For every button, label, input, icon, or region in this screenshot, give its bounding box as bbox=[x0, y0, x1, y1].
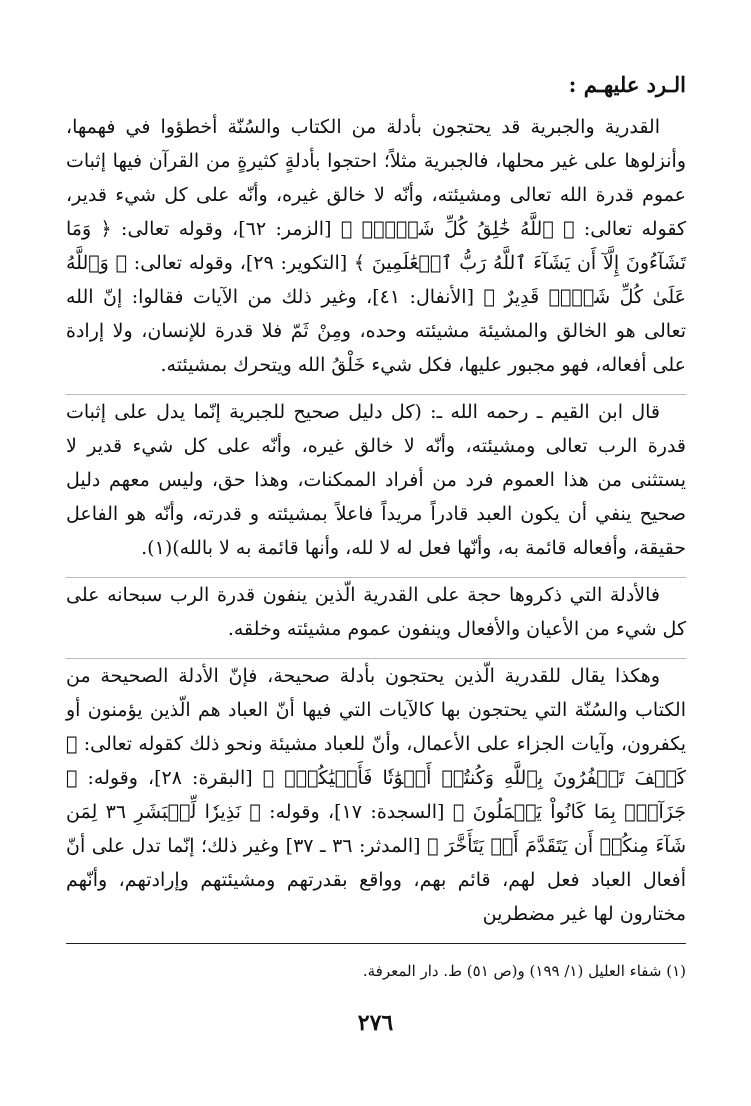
section-heading: الـرد عليهـم : bbox=[568, 72, 686, 97]
paragraph-1: القدرية والجبرية قد يحتجون بأدلة من الكتاب والسُنّة أخطؤوا في فهمها، وأنزلوها على غير محلها، فالجبرية مثلاً؛ احتجوا بأدلةٍ كثيرةٍ من القرآن فيها إثبات عموم قدرة الله تعالى ومشيئته، وأنّه لا خالق غيره، وأنّه على كل شيء قدير، كقوله تعالى: ﴿ ٱللَّهُ خَٰلِقُ كُلِّ شَيۡءٖۖ ﴾ [الزمر: ٦٢]، وقوله تعالى: ﴿ وَمَا تَشَآءُونَ إِلَّآ أَن يَشَآءَ ٱللَّهُ رَبُّ ٱلۡعَٰلَمِينَ ﴾ [التكوير: ٢٩]، وقوله تعالى: ﴿ وَٱللَّهُ عَلَىٰ كُلِّ شَيۡءٖ قَدِيرٌ ﴾ [الأنفال: ٤١]، وغير ذلك من الآيات فقالوا: إنّ الله تعالى هو الخالق والمشيئة مشيئته وحده، ومِنْ ثَمّ فلا قدرة للإنسان، ولا إرادة على أفعاله، فهو مجبور عليها، فكل شيء خَلْقُ الله ويتحرك بمشيئته. bbox=[66, 116, 687, 376]
page-body bbox=[66, 70, 686, 984]
paragraph-2: قال ابن القيم ـ رحمه الله ـ: (كل دليل صحيح للجبرية إنّما يدل على إثبات قدرة الرب تعالى ومشيئته، وأنّه لا خالق غيره، وأنّه على كل شيء قدير لا يستثنى من هذا العموم فرد من أفراد الممكنات، وهذا حق، وليس معهم دليل صحيح ينفي أن يكون العبد قادراً مريداً فاعلاً بمشيئته و قدرته، وأنّه هو الفاعل حقيقة، وأفعاله قائمة به، وأنّها فعل له لا لله، وأنها قائمة به لا بالله)(١). bbox=[66, 401, 686, 559]
paragraph-4: وهكذا يقال للقدرية الّذين يحتجون بأدلة صحيحة، فإنّ الأدلة الصحيحة من الكتاب والسُنّة التي يحتجون بها كالآيات التي فيها أنّ العباد هم الّذين يؤمنون أو يكفرون، وآيات الجزاء على الأعمال، وأنّ للعباد مشيئة ونحو ذلك كقوله تعالى: ﴿ كَيۡفَ تَكۡفُرُونَ بِٱللَّهِ وَكُنتُمۡ أَمۡوَٰتٗا فَأَحۡيَٰكُمۡۖ ﴾ [البقرة: ٢٨]، وقوله: ﴿ جَزَآءَۢ بِمَا كَانُواْ يَعۡمَلُونَ ﴾ [السجدة: ١٧]، وقوله: ﴿ نَذِيرٗا لِّلۡبَشَرِ ٣٦ لِمَن شَآءَ مِنكُمۡ أَن يَتَقَدَّمَ أَوۡ يَتَأَخَّرَ ﴾ [المدثر: ٣٦ ـ ٣٧] وغير ذلك؛ إنّما تدل على أنّ أفعال العباد فعل لهم، قائم بهم، وواقع بقدرتهم ومشيئتهم وإرادتهم، وأنّهم مختارون لها غير مضطرين bbox=[66, 665, 687, 925]
paragraph-3: فالأدلة التي ذكروها حجة على القدرية الّذين ينفون قدرة الرب سبحانه على كل شيء من الأعيان والأفعال وينفون عموم مشيئته وخلقه. bbox=[66, 584, 686, 640]
footnote: (١) شفاء العليل (١/ ١٩٩) و(ص ٥١) ط. دار المعرفة. bbox=[362, 962, 686, 980]
footnote-separator bbox=[66, 943, 686, 944]
page-number: ٢٧٦ bbox=[357, 1010, 394, 1036]
